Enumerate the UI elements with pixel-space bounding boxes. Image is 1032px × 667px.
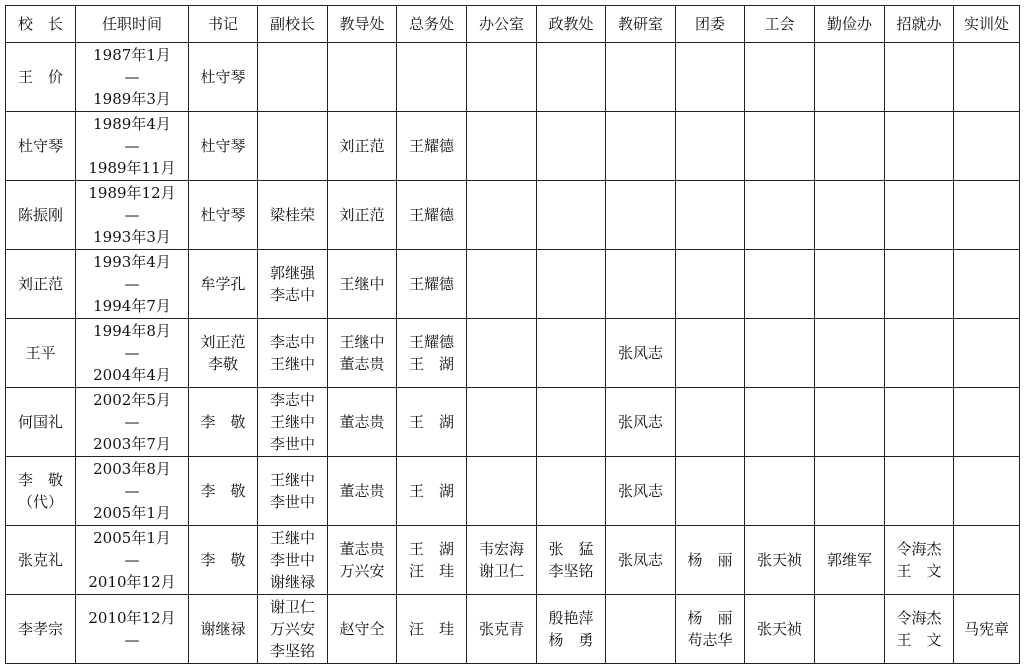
table-row	[6, 388, 1020, 457]
table-cell	[954, 181, 1020, 250]
tenure-cell: 1989年12月 — 1993年3月	[76, 181, 189, 250]
column-header: 副校长	[258, 6, 328, 43]
column-header: 教研室	[606, 6, 676, 43]
table-cell	[467, 112, 537, 181]
tenure-cell: 2010年12月 —	[76, 595, 189, 664]
column-header: 书记	[189, 6, 258, 43]
table-cell	[467, 43, 537, 112]
table-cell	[954, 388, 1020, 457]
principal-cell: 杜守琴	[6, 112, 76, 181]
column-header: 勤俭办	[815, 6, 885, 43]
table-cell	[606, 595, 676, 664]
table-cell	[745, 112, 815, 181]
tenure-cell: 1994年8月 — 2004年4月	[76, 319, 189, 388]
principal-cell: 李孝宗	[6, 595, 76, 664]
table-cell: 董志贵	[328, 388, 397, 457]
table-cell: 郭维军	[815, 526, 885, 595]
table-cell: 杨 丽	[676, 526, 745, 595]
table-cell	[606, 250, 676, 319]
table-cell	[467, 388, 537, 457]
table-cell: 王继中	[328, 250, 397, 319]
table-cell: 令海杰 王 文	[885, 595, 954, 664]
table-cell	[745, 43, 815, 112]
table-cell	[745, 457, 815, 526]
tenure-cell: 2002年5月 — 2003年7月	[76, 388, 189, 457]
table-cell	[885, 112, 954, 181]
principal-cell: 陈振刚	[6, 181, 76, 250]
table-cell	[606, 43, 676, 112]
table-cell: 王耀德	[397, 181, 467, 250]
table-row	[6, 181, 1020, 250]
table-cell	[676, 457, 745, 526]
table-cell	[537, 43, 606, 112]
table-cell: 张克青	[467, 595, 537, 664]
table-cell	[467, 319, 537, 388]
table-cell: 韦宏海 谢卫仁	[467, 526, 537, 595]
table-cell	[815, 43, 885, 112]
column-header: 任职时间	[76, 6, 189, 43]
tenure-cell: 1993年4月 — 1994年7月	[76, 250, 189, 319]
table-cell: 赵守仝	[328, 595, 397, 664]
table-cell: 马宪章	[954, 595, 1020, 664]
column-header: 招就办	[885, 6, 954, 43]
principal-cell: 王平	[6, 319, 76, 388]
table-cell: 郭继强 李志中	[258, 250, 328, 319]
table-cell: 王继中 李世中	[258, 457, 328, 526]
table-row	[6, 526, 1020, 595]
table-cell: 王耀德	[397, 112, 467, 181]
table-cell: 董志贵	[328, 457, 397, 526]
tenure-cell: 1987年1月 — 1989年3月	[76, 43, 189, 112]
table-cell	[954, 319, 1020, 388]
table-cell: 汪 珪	[397, 595, 467, 664]
table-cell	[954, 526, 1020, 595]
table-cell	[606, 112, 676, 181]
table-cell	[328, 43, 397, 112]
table-cell: 王耀德	[397, 250, 467, 319]
table-cell	[676, 319, 745, 388]
table-cell	[885, 457, 954, 526]
tenure-cell: 2003年8月 — 2005年1月	[76, 457, 189, 526]
table-cell: 王 湖	[397, 457, 467, 526]
table-cell: 李 敬	[189, 388, 258, 457]
table-cell	[745, 181, 815, 250]
table-cell: 殷艳萍 杨 勇	[537, 595, 606, 664]
table-cell	[954, 112, 1020, 181]
table-row	[6, 319, 1020, 388]
table-cell	[676, 250, 745, 319]
table-row	[6, 43, 1020, 112]
principal-cell: 何国礼	[6, 388, 76, 457]
table-cell: 王 湖 汪 珪	[397, 526, 467, 595]
column-header: 校 长	[6, 6, 76, 43]
table-cell: 董志贵 万兴安	[328, 526, 397, 595]
table-cell	[397, 43, 467, 112]
table-cell: 张天祯	[745, 526, 815, 595]
column-header: 实训处	[954, 6, 1020, 43]
table-cell	[815, 457, 885, 526]
table-row	[6, 457, 1020, 526]
table-cell	[606, 181, 676, 250]
table-row	[6, 595, 1020, 664]
table-cell: 王耀德 王 湖	[397, 319, 467, 388]
table-cell	[885, 43, 954, 112]
table-cell: 杨 丽 苟志华	[676, 595, 745, 664]
table-cell	[537, 457, 606, 526]
column-header: 团委	[676, 6, 745, 43]
table-cell: 梁桂荣	[258, 181, 328, 250]
column-header: 教导处	[328, 6, 397, 43]
table-cell: 牟学孔	[189, 250, 258, 319]
table-cell	[537, 181, 606, 250]
table-cell: 张风志	[606, 457, 676, 526]
column-header: 政教处	[537, 6, 606, 43]
table-cell	[815, 112, 885, 181]
table-cell: 张 猛 李坚铭	[537, 526, 606, 595]
table-cell	[537, 250, 606, 319]
table-cell: 李志中 王继中 李世中	[258, 388, 328, 457]
table-cell	[954, 43, 1020, 112]
table-row	[6, 250, 1020, 319]
table-body	[6, 43, 1020, 664]
table-cell	[676, 181, 745, 250]
table-cell	[815, 595, 885, 664]
tenure-cell: 2005年1月 — 2010年12月	[76, 526, 189, 595]
table-cell	[885, 250, 954, 319]
table-cell	[885, 388, 954, 457]
column-header: 办公室	[467, 6, 537, 43]
column-header: 总务处	[397, 6, 467, 43]
table-cell	[815, 319, 885, 388]
table-cell: 张凤志	[606, 526, 676, 595]
table-cell	[676, 112, 745, 181]
principal-cell: 李 敬 （代）	[6, 457, 76, 526]
table-cell: 刘正范	[328, 112, 397, 181]
table-cell	[537, 112, 606, 181]
principal-cell: 张克礼	[6, 526, 76, 595]
table-cell	[745, 388, 815, 457]
table-cell	[815, 388, 885, 457]
table-cell	[745, 250, 815, 319]
table-cell	[467, 457, 537, 526]
table-cell	[467, 181, 537, 250]
table-cell	[676, 388, 745, 457]
column-header: 工会	[745, 6, 815, 43]
tenure-cell: 1989年4月 — 1989年11月	[76, 112, 189, 181]
table-cell: 王继中 董志贵	[328, 319, 397, 388]
table-cell	[954, 250, 1020, 319]
table-cell: 李 敬	[189, 457, 258, 526]
leadership-table	[5, 5, 1020, 664]
table-cell: 令海杰 王 文	[885, 526, 954, 595]
table-cell	[467, 250, 537, 319]
table-cell	[258, 112, 328, 181]
table-cell: 杜守琴	[189, 181, 258, 250]
table-row	[6, 112, 1020, 181]
table-cell: 杜守琴	[189, 43, 258, 112]
table-cell	[954, 457, 1020, 526]
table-cell	[885, 319, 954, 388]
table-cell	[815, 181, 885, 250]
table-cell: 李 敬	[189, 526, 258, 595]
table-cell: 王 湖	[397, 388, 467, 457]
table-cell: 刘正范	[328, 181, 397, 250]
table-cell: 李志中 王继中	[258, 319, 328, 388]
table-cell	[676, 43, 745, 112]
principal-cell: 刘正范	[6, 250, 76, 319]
table-cell: 谢卫仁 万兴安 李坚铭	[258, 595, 328, 664]
table-cell: 杜守琴	[189, 112, 258, 181]
table-cell	[537, 319, 606, 388]
table-cell	[258, 43, 328, 112]
header-row	[6, 6, 1020, 43]
table-cell: 谢继禄	[189, 595, 258, 664]
principal-cell: 王 价	[6, 43, 76, 112]
table-cell: 张风志	[606, 388, 676, 457]
table-cell	[815, 250, 885, 319]
table-cell: 王继中 李世中 谢继禄	[258, 526, 328, 595]
table-cell: 张风志	[606, 319, 676, 388]
table-cell	[885, 181, 954, 250]
table-cell	[537, 388, 606, 457]
table-cell: 刘正范 李敬	[189, 319, 258, 388]
table-cell: 张天祯	[745, 595, 815, 664]
table-cell	[745, 319, 815, 388]
